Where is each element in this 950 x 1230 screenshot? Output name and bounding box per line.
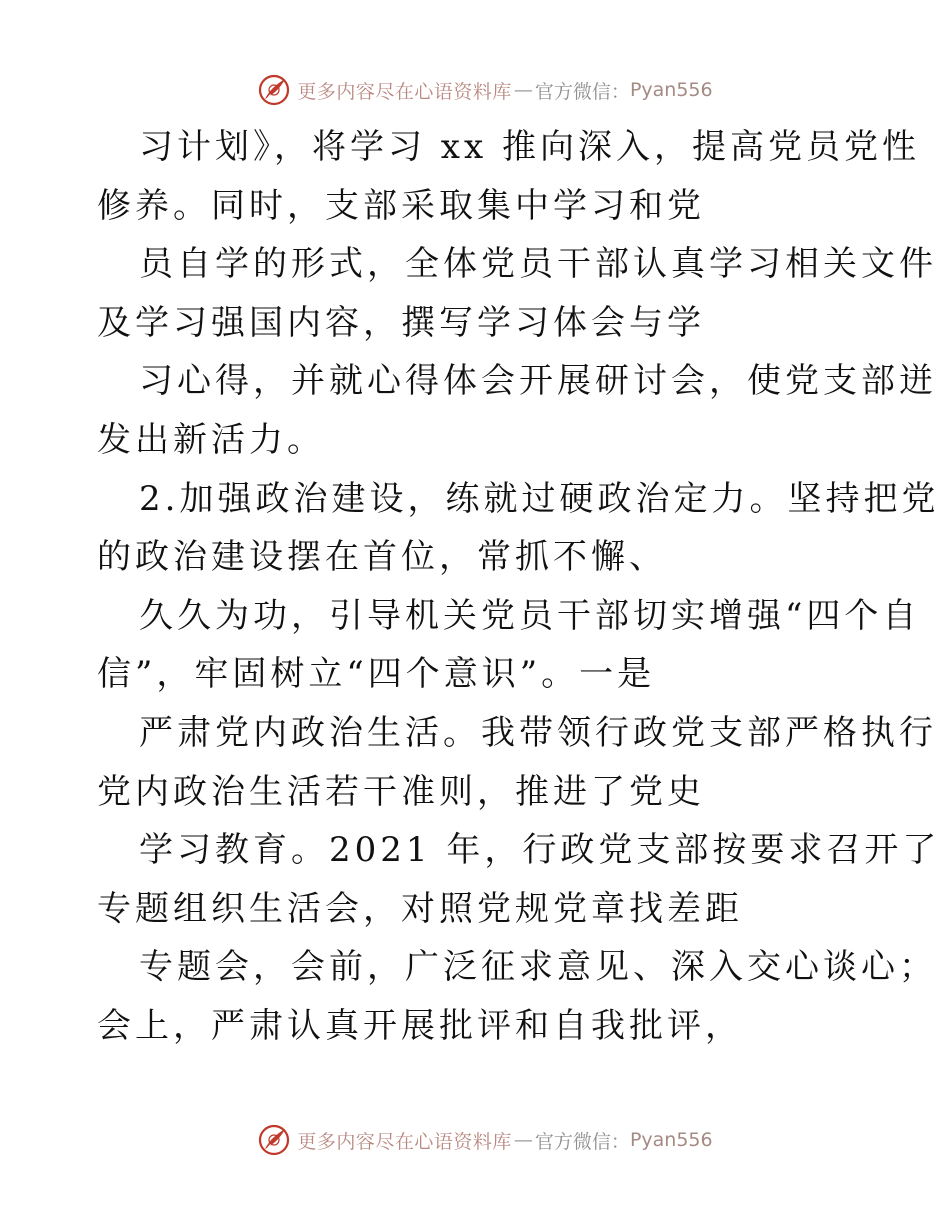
quill-logo-icon (257, 73, 291, 107)
footer-banner-inner (257, 1123, 712, 1157)
body-line: 的政治建设摆在首位，常抓不懈、 (97, 537, 667, 578)
header-banner (0, 70, 950, 110)
header-wechat-id: Pyan556 (629, 79, 713, 101)
footer-wechat-label: 官方微信： (534, 1130, 630, 1153)
header-banner-inner (257, 73, 712, 107)
body-line: 专题会，会前，广泛征求意见、深入交心谈心； (139, 947, 937, 988)
body-line: 员自学的形式，全体党员干部认真学习相关文件 (139, 244, 937, 285)
body-line: 党内政治生活若干准则，推进了党史 (97, 771, 705, 812)
body-line: 会上，严肃认真开展批评和自我批评， (97, 1005, 743, 1046)
body-line: 学习教育。2021 年，行政党支部按要求召开了 (139, 830, 941, 871)
body-line: 习心得，并就心得体会开展研讨会，使党支部迸 (139, 361, 937, 402)
header-site-text: 更多内容尽在心语资料库 (297, 80, 512, 103)
footer-banner (0, 1120, 950, 1160)
quill-logo-icon (257, 1123, 291, 1157)
body-line: 信”，牢固树立“四个意识”。一是 (97, 654, 656, 695)
footer-site-text: 更多内容尽在心语资料库 (297, 1130, 512, 1153)
body-line: 修养。同时，支部采取集中学习和党 (97, 185, 705, 226)
header-dash: — (513, 79, 533, 101)
body-line: 严肃党内政治生活。我带领行政党支部严格执行 (139, 712, 937, 753)
document-body (97, 118, 941, 1056)
body-line: 2.加强政治建设，练就过硬政治定力。坚持把党 (139, 478, 940, 519)
footer-wechat-id: Pyan556 (629, 1129, 713, 1151)
body-line: 及学习强国内容，撰写学习体会与学 (97, 302, 705, 343)
footer-dash: — (513, 1129, 533, 1151)
body-line: 发出新活力。 (97, 419, 325, 460)
header-wechat-label: 官方微信： (534, 80, 630, 103)
body-line: 久久为功，引导机关党员干部切实增强“四个自 (139, 595, 921, 636)
body-line: 专题组织生活会，对照党规党章找差距 (97, 888, 743, 929)
body-line: 习计划》，将学习 xx 推向深入，提高党员党性 (139, 127, 920, 167)
